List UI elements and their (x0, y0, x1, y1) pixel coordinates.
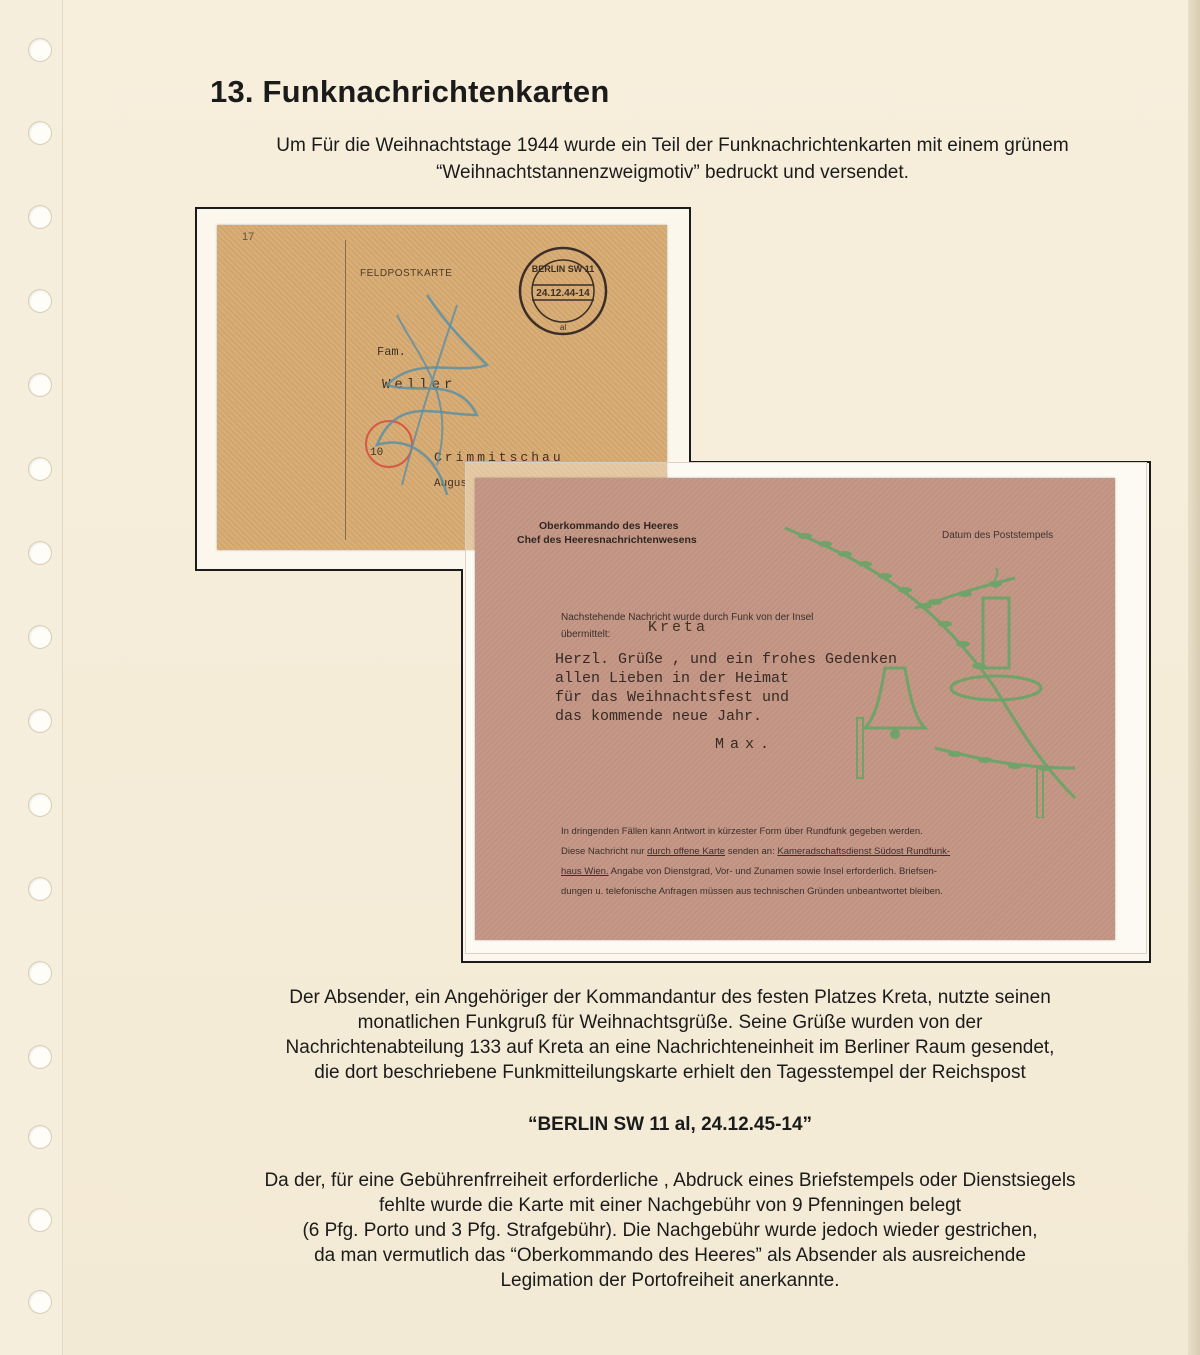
divider-line (345, 240, 346, 540)
footer-line: In dringenden Fällen kann Antwort in kürzester Form über Rundfunk gegeben werden. (561, 826, 923, 837)
footer-text: Diese Nachricht nur (561, 846, 648, 857)
paragraph-line: (6 Pfg. Porto und 3 Pfg. Strafgebühr). Die Nachgebühr wurde jedoch wieder gestrichen, (302, 1220, 1038, 1241)
footer-text: Angabe von Dienstgrad, Vor- und Zunamen sowie Insel erforderlich. Briefsen- (608, 866, 937, 877)
paragraph-line: fehlte wurde die Karte mit einer Nachgebühr von 9 Pfenningen belegt (379, 1195, 961, 1216)
transmission-note: Nachstehende Nachricht wurde durch Funk von der Insel (561, 612, 814, 623)
signature: Max. (715, 736, 776, 753)
address-postcode: 10 (370, 447, 384, 459)
address-street: Augus (434, 478, 468, 490)
stamp-city: BERLIN SW 11 (531, 264, 595, 274)
footer-text: durch offene Karte (647, 846, 726, 857)
paragraph-line: Der Absender, ein Angehöriger der Kommandantur des festen Platzes Kreta, nutzte seinen (289, 987, 1051, 1008)
address-line: Fam. (377, 345, 406, 359)
paragraph-line: Nachrichtenabteilung 133 auf Kreta an eine Nachrichteneinheit im Berliner Raum gesendet, (285, 1037, 1055, 1058)
paragraph-line: die dort beschriebene Funkmitteilungskarte erhielt den Tagesstempel der Reichspost (314, 1062, 1026, 1083)
paragraph-line: monatlichen Funkgruß für Weihnachtsgrüße. Seine Grüße wurden von der (357, 1012, 983, 1033)
postmark-stamp (517, 245, 609, 337)
message-line: Herzl. Grüße , und ein frohes Gedenken (555, 651, 898, 668)
card-footer (561, 822, 1041, 902)
card-number: 17 (242, 231, 255, 243)
page-title: 13. Funknachrichtenkarten (210, 74, 610, 109)
address-line: Weller (382, 377, 457, 393)
address-city: Crimmitschau (434, 450, 564, 465)
footer-text: haus Wien. (561, 866, 609, 877)
funknachrichten-card (475, 478, 1115, 940)
date-label: Datum des Poststempels (942, 530, 1054, 541)
paragraph-line: da man vermutlich das “Oberkommando des Heeres” als Absender als ausreichende (314, 1245, 1026, 1266)
footer-line: dungen u. telefonische Anfragen müssen aus technischen Gründen unbeantwortet bleiben. (561, 886, 943, 897)
footer-line (561, 842, 1041, 862)
typed-message (555, 650, 897, 726)
message-line: für das Weihnachtsfest und (555, 689, 790, 706)
intro-line: Um Für die Weihnachtstage 1944 wurde ein Teil der Funknachrichtenkarten mit einem grünem (276, 135, 1069, 156)
stamp-letter: al (559, 323, 567, 332)
footer-text: Kameradschaftsdienst Südost Rundfunk- (777, 846, 951, 857)
transmission-note: übermittelt: (561, 629, 611, 640)
message-line: das kommende neue Jahr. (555, 708, 763, 725)
stamp-date: 24.12.44-14 (536, 288, 590, 299)
paragraph-line: Legimation der Portofreiheit anerkannte. (500, 1270, 840, 1291)
island-name: Kreta (648, 619, 709, 636)
card-header: Oberkommando des Heeres (539, 520, 679, 532)
message-line: allen Lieben in der Heimat (555, 670, 790, 687)
postage-paragraph (170, 1168, 1170, 1293)
paragraph-line: Da der, für eine Gebührenfrreiheit erforderliche , Abdruck eines Briefstempels oder Dienstsiegels (264, 1170, 1076, 1191)
description-paragraph (170, 985, 1170, 1085)
footer-text: senden an: (725, 846, 778, 857)
intro-line: “Weihnachtstannenzweigmotiv” bedruckt und versendet. (436, 162, 909, 183)
footer-line (561, 862, 1041, 882)
card-header: Chef des Heeresnachrichtenwesens (517, 534, 697, 546)
postmark-quote: “BERLIN SW 11 al, 24.12.45-14” (527, 1114, 813, 1135)
card-type-label: FELDPOSTKARTE (360, 268, 453, 279)
